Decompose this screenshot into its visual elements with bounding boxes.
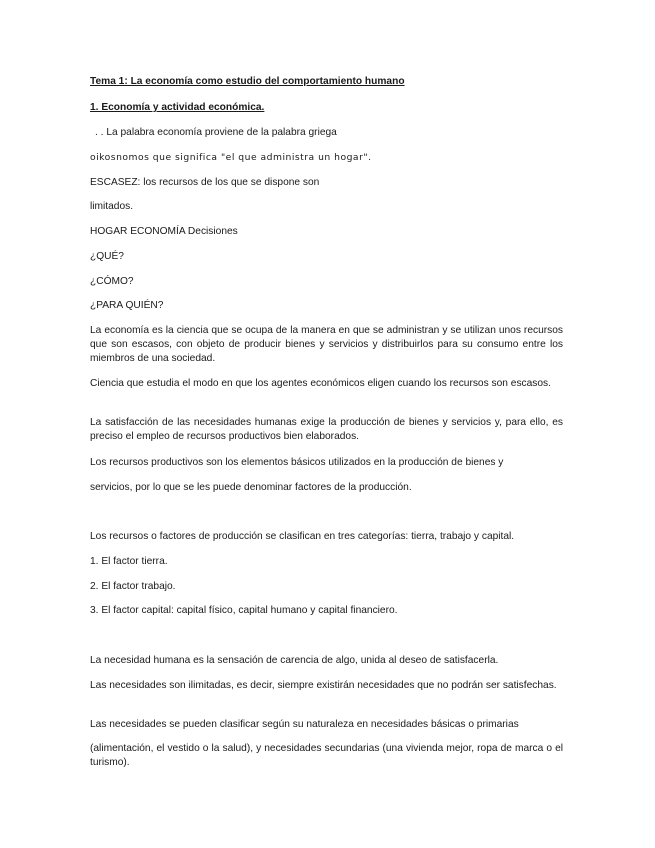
etymology-line: . . La palabra economía proviene de la palabra griega (95, 127, 337, 138)
necesidades-ilimitadas: Las necesidades son ilimitadas, es decir, siempre existirán necesidades que no podrán ser satisfechas. (90, 680, 557, 691)
recursos-continuation-line: servicios, por lo que se les puede denominar factores de la producción. (90, 482, 412, 493)
question-como: ¿CÓMO? (90, 276, 134, 287)
factor-tierra: 1. El factor tierra. (90, 556, 168, 567)
paragraph-ciencia: Ciencia que estudia el modo en que los agentes económicos eligen cuando los recursos son escasos. (90, 378, 551, 389)
hogar-line: HOGAR ECONOMÍA Decisiones (90, 226, 238, 237)
paragraph-satisfaccion: La satisfacción de las necesidades humanas exige la producción de bienes y servicios y, para ello, es preciso el empleo de recursos productivos bien elaborados. (90, 417, 563, 442)
clasificacion-ejemplos: (alimentación, el vestido o la salud), y necesidades secundarias (una vivienda mejor, ropa de marca o el turismo). (90, 743, 563, 768)
page-title: Tema 1: La economía como estudio del comportamiento humano (90, 76, 405, 87)
question-que: ¿QUÉ? (90, 251, 124, 262)
factor-trabajo: 2. El factor trabajo. (90, 581, 176, 592)
factores-intro: Los recursos o factores de producción se clasifican en tres categorías: tierra, trabajo y capital. (90, 531, 515, 542)
clasificacion-line: Las necesidades se pueden clasificar según su naturaleza en necesidades básicas o primarias (90, 719, 519, 730)
etymology-meaning-line: oikosnomos que significa "el que administra un hogar". (90, 152, 372, 163)
necesidad-definicion: La necesidad humana es la sensación de carencia de algo, unida al deseo de satisfacerla. (90, 655, 499, 666)
escasez-continuation-line: limitados. (90, 201, 134, 212)
paragraph-definicion: La economía es la ciencia que se ocupa de la manera en que se administran y se utilizan unos recursos que son escasos, con objeto de producir bienes y servicios y distribuirlos para su consumo entre los miembros de una sociedad. (90, 325, 563, 364)
question-para-quien: ¿PARA QUIÉN? (90, 300, 164, 311)
recursos-line: Los recursos productivos son los elementos básicos utilizados en la producción de bienes y (90, 457, 504, 468)
section-heading: 1. Economía y actividad económica. (90, 102, 265, 113)
escasez-line: ESCASEZ: los recursos de los que se dispone son (90, 177, 320, 188)
factor-capital: 3. El factor capital: capital físico, capital humano y capital financiero. (90, 605, 398, 616)
